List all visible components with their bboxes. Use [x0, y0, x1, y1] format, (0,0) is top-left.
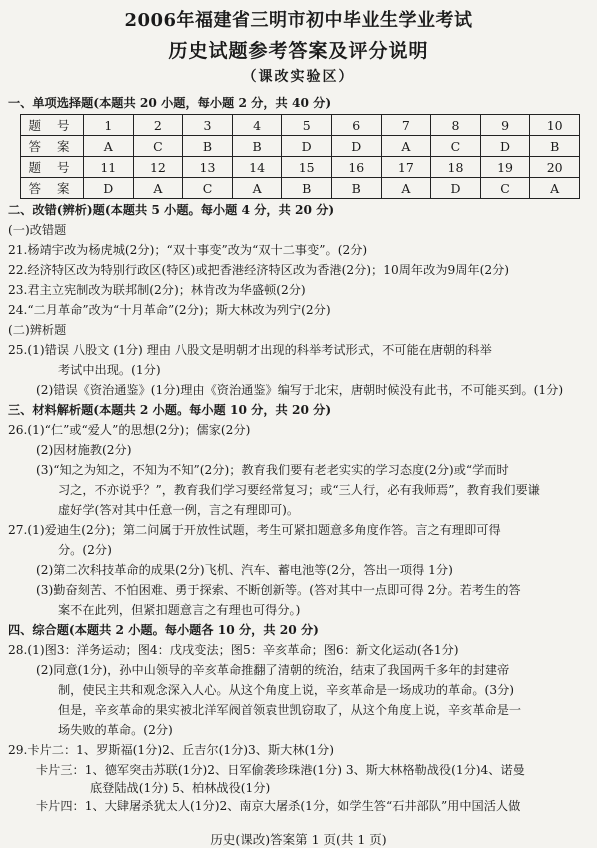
- table-cell: D: [282, 136, 332, 157]
- answer-line: (3)勤奋刻苦、不怕困难、勇于探索、不断创新等。(答对其中一点即可得 2分。若考生的答: [36, 583, 521, 597]
- table-cell: 14: [232, 157, 282, 178]
- table-cell: 13: [183, 157, 233, 178]
- answer-line: (2)同意(1分)，孙中山领导的辛亥革命推翻了清朝的统治，结束了我国两千多年的封建帝: [36, 663, 510, 677]
- answer-line: 22.经济特区改为特别行政区(特区)或把香港经济特区改为香港(2分)；10周年改为9周年(2分): [8, 263, 510, 277]
- row-label: 题 号: [21, 157, 84, 178]
- table-cell: 15: [282, 157, 332, 178]
- table-cell: B: [232, 136, 282, 157]
- exam-title: 2006年福建省三明市初中毕业生学业考试: [124, 10, 473, 31]
- table-cell: D: [480, 136, 530, 157]
- row-label: 答 案: [21, 178, 84, 199]
- table-cell: A: [381, 178, 431, 199]
- answer-line: 案不在此列，但紧扣题意言之有理也可得分。): [58, 603, 301, 617]
- table-cell: C: [183, 178, 233, 199]
- table-cell: B: [282, 178, 332, 199]
- table-cell: C: [133, 136, 183, 157]
- table-cell: 2: [133, 115, 183, 136]
- answer-line: 24.“二月革命”改为“十月革命”(2分)；斯大林改为列宁(2分): [8, 303, 331, 317]
- answer-line: 虚好学(答对其中任意一例，言之有理即可)。: [58, 503, 300, 517]
- section1-heading: 一、单项选择题(本题共 20 小题，每小题 2 分，共 40 分): [8, 96, 332, 110]
- answer-line: 21.杨靖宇改为杨虎城(2分)；“双十事变”改为“双十二事变”。(2分): [8, 243, 368, 257]
- answer-line: 但是，辛亥革命的果实被北洋军阀首领袁世凯窃取了，从这个角度上说，辛亥革命是一: [58, 703, 522, 717]
- answer-line: 考试中出现。(1分): [58, 363, 161, 377]
- table-cell: D: [84, 178, 134, 199]
- answer-line: 27.(1)爱迪生(2分)；第二问属于开放性试题，考生可紧扣题意多角度作答。言之有理即可得: [8, 523, 501, 537]
- answer-line: 28.(1)图3：洋务运动；图4：戊戌变法；图5：辛亥革命；图6：新文化运动(各1分): [8, 643, 459, 657]
- section3-heading: 三、材料解析题(本题共 2 小题。每小题 10 分，共 20 分): [8, 403, 332, 417]
- answer-line: 25.(1)错误 八股文 (1分) 理由 八股文是明朝才出现的科举考试形式，不可能在唐朝的科举: [8, 343, 492, 357]
- table-cell: 20: [530, 157, 580, 178]
- answer-line: 卡片四：1、大肆屠杀犹太人(1分)2、南京大屠杀(1分，如学生答“石井部队”用中国活人做: [36, 799, 521, 813]
- answer-line: 29.卡片二：1、罗斯福(1分)2、丘吉尔(1分)3、斯大林(1分): [8, 743, 334, 757]
- answer-line: 26.(1)“仁”或“爱人”的思想(2分)；儒家(2分): [8, 423, 251, 437]
- table-cell: 12: [133, 157, 183, 178]
- table-cell: 19: [480, 157, 530, 178]
- row-label: 题 号: [21, 115, 84, 136]
- answer-line: (2)第二次科技革命的成果(2分)飞机、汽车、蓄电池等(2分，答出一项得 1分): [36, 563, 453, 577]
- table-cell: A: [133, 178, 183, 199]
- answer-table: [20, 114, 580, 199]
- table-cell: 18: [431, 157, 481, 178]
- page-footer: 历史(课改)答案第 1 页(共 1 页): [210, 832, 387, 847]
- answer-line: 卡片三：1、德军突击苏联(1分)2、日军偷袭珍珠港(1分) 3、斯大林格勒战役(1分)4、诺曼: [36, 763, 525, 777]
- table-cell: A: [530, 178, 580, 199]
- table-row: [21, 115, 580, 136]
- answer-line: 分。(2分): [58, 543, 112, 557]
- subsection-heading: (一)改错题: [8, 223, 67, 237]
- table-cell: D: [331, 136, 381, 157]
- answer-line: (2)错误《资治通鉴》(1分)理由《资治通鉴》编写于北宋，唐朝时候没有此书，不可能买到。(1分): [36, 383, 564, 397]
- answer-line: (3)“知之为知之，不知为不知”(2分)；教育我们要有老老实实的学习态度(2分)或“学而时: [36, 463, 509, 477]
- section4-heading: 四、综合题(本题共 2 小题。每小题各 10 分，共 20 分): [8, 623, 319, 637]
- edition-label: （课改实验区）: [242, 69, 355, 85]
- table-cell: B: [331, 178, 381, 199]
- answer-line: 底登陆战(1分) 5、柏林战役(1分): [90, 781, 271, 795]
- table-cell: A: [84, 136, 134, 157]
- table-row: [21, 136, 580, 157]
- answer-line: 习之，不亦说乎？”，教育我们学习要经常复习；或“三人行，必有我师焉”，教育我们要谦: [58, 483, 540, 497]
- answer-line: (2)因材施教(2分): [36, 443, 132, 457]
- table-cell: A: [232, 178, 282, 199]
- table-cell: C: [480, 178, 530, 199]
- table-cell: 1: [84, 115, 134, 136]
- table-cell: 7: [381, 115, 431, 136]
- table-cell: 10: [530, 115, 580, 136]
- table-cell: B: [183, 136, 233, 157]
- section2-heading: 二、改错(辨析)题(本题共 5 小题。每小题 4 分，共 20 分): [8, 203, 335, 217]
- table-cell: 8: [431, 115, 481, 136]
- table-cell: 6: [331, 115, 381, 136]
- table-cell: 3: [183, 115, 233, 136]
- table-cell: 11: [84, 157, 134, 178]
- table-cell: 9: [480, 115, 530, 136]
- table-cell: B: [530, 136, 580, 157]
- table-cell: D: [431, 178, 481, 199]
- table-row: [21, 178, 580, 199]
- table-cell: 5: [282, 115, 332, 136]
- table-cell: C: [431, 136, 481, 157]
- answer-line: 场失败的革命。(2分): [58, 723, 173, 737]
- table-cell: A: [381, 136, 431, 157]
- row-label: 答 案: [21, 136, 84, 157]
- table-cell: 17: [381, 157, 431, 178]
- exam-subtitle: 历史试题参考答案及评分说明: [168, 40, 429, 62]
- table-cell: 16: [331, 157, 381, 178]
- answer-line: 23.君主立宪制改为联邦制(2分)；林肯改为华盛顿(2分): [8, 283, 306, 297]
- subsection-heading: (二)辨析题: [8, 323, 67, 337]
- answer-line: 制，使民主共和观念深入人心。从这个角度上说，辛亥革命是一场成功的革命。(3分): [58, 683, 515, 697]
- table-cell: 4: [232, 115, 282, 136]
- table-row: [21, 157, 580, 178]
